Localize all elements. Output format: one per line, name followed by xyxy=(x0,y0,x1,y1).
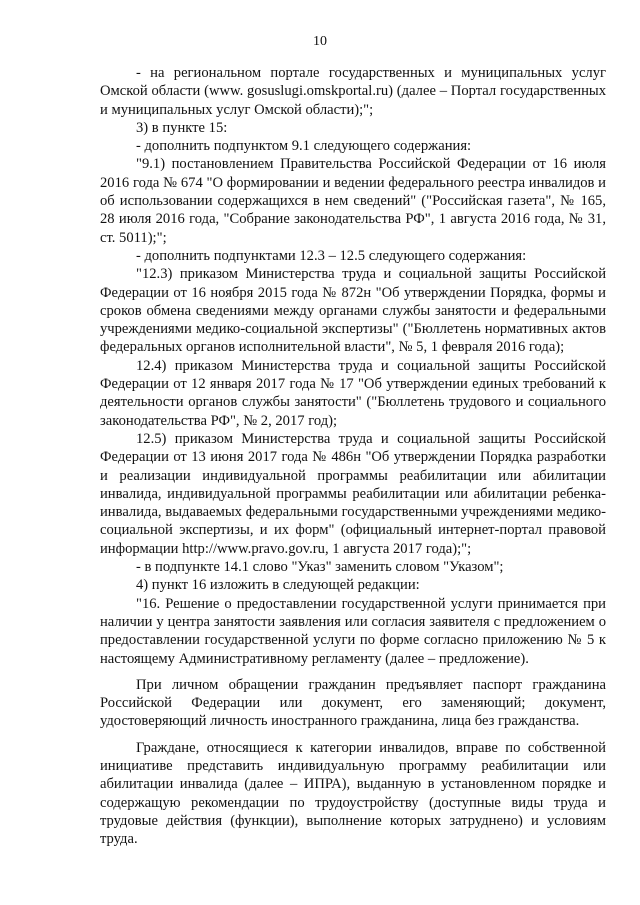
paragraph-12-3: "12.3) приказом Министерства труда и социальной защиты Российской Федерации от 16 ноября 2015 года № 872н "Об утверждении Порядка, формы и сроков обмена сведениями между органами службы занятости и федеральными учреждениями медико-социальной экспертизы" ("Бюллетень нормативных актов федеральных органов исполнительной власти", № 5, 1 февраля 2016 года); xyxy=(100,266,606,356)
paragraph-add-9-1: - дополнить подпунктом 9.1 следующего содержания: xyxy=(136,138,472,155)
paragraph-item-3: 3) в пункте 15: xyxy=(136,119,228,136)
paragraph-9-1: "9.1) постановлением Правительства Российской Федерации от 16 июля 2016 года № 674 "О формировании и ведении федерального реестра инвалидов и об использовании содержащихся в нем сведений" ("Российская газета", № 165, 28 июля 2016 года, "Собрание законодательства РФ", 1 августа 2016 года, № 31, ст. 5011);"; xyxy=(100,156,606,246)
paragraph-12-5: 12.5) приказом Министерства труда и социальной защиты Российской Федерации от 13 июня 2017 года № 486н "Об утверждении Порядка разработки и реализации индивидуальной программы реабилитации или абилитации инвалида, индивидуальной программы реабилитации или абилитации ребенка-инвалида, выдаваемых федеральными государственными учреждениями медико-социальной экспертизы, и их форм" (официальный интернет-портал правовой информации http://www.pravo.gov.ru, 1 августа 2017 года);"; xyxy=(100,430,606,557)
document-body xyxy=(100,64,606,848)
page-number: 10 xyxy=(313,34,327,49)
paragraph-passport: При личном обращении гражданин предъявляет паспорт гражданина Российской Федерации или документ, его заменяющий; документ, удостоверяющий личность иностранного гражданина, лица без гражданства. xyxy=(100,676,606,730)
paragraph-add-12-3-12-5: - дополнить подпунктами 12.3 – 12.5 следующего содержания: xyxy=(136,247,527,264)
paragraph-portal-item: - на региональном портале государственных и муниципальных услуг Омской области (www. gosuslugi.omskportal.ru) (далее – Портал государственных и муниципальных услуг Омской области);"; xyxy=(100,65,606,118)
paragraph-12-4: 12.4) приказом Министерства труда и социальной защиты Российской Федерации от 12 января 2017 года № 17 "Об утверждении единых требований к деятельности органов службы занятости" ("Бюллетень трудового и социального законодательства РФ", № 2, 2017 год); xyxy=(100,357,606,429)
paragraph-ipra: Граждане, относящиеся к категории инвалидов, вправе по собственной инициативе представить индивидуальную программу реабилитации или абилитации инвалида (далее – ИПРА), выданную в установленном порядке и содержащую рекомендации по трудоустройству (доступные виды труда и трудовые действия (функции), выполнение которых затруднено) и условиям труда. xyxy=(100,739,606,848)
paragraph-item-4: 4) пункт 16 изложить в следующей редакции: xyxy=(136,577,420,594)
paragraph-16: "16. Решение о предоставлении государственной услуги принимается при наличии у центра занятости заявления или согласия заявителя с предложением о предоставлении государственной услуги по форме согласно приложению № 5 к настоящему Административному регламенту (далее – предложение). xyxy=(100,595,606,667)
paragraph-14-1: - в подпункте 14.1 слово "Указ" заменить словом "Указом"; xyxy=(136,559,504,576)
